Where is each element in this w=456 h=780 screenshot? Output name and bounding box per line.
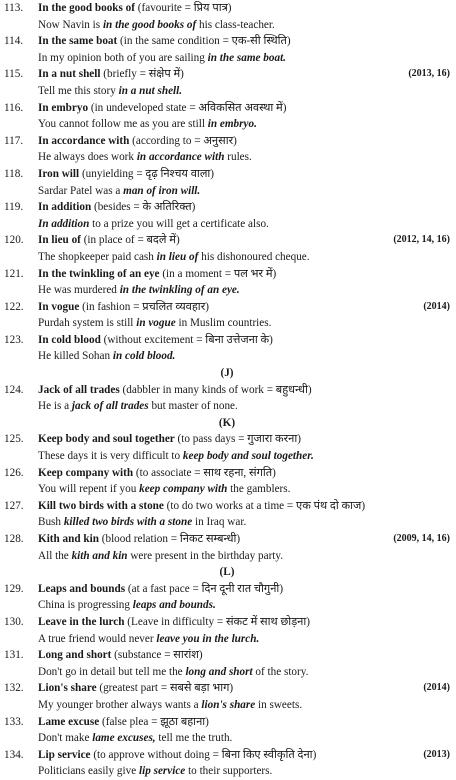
- example-sentence: [4, 315, 450, 332]
- example-text: In my opinion both of you are sailing: [38, 51, 208, 64]
- example-sentence: [4, 597, 450, 614]
- example-text: tell me the truth.: [155, 732, 233, 745]
- idiom-entry: [4, 0, 450, 17]
- example-text: Tell me this story: [38, 84, 119, 97]
- example-idiom: in lieu of: [156, 250, 199, 263]
- idiom-meaning: (according to = अनुसार): [129, 134, 237, 147]
- example-idiom: lame excuses,: [92, 732, 156, 745]
- entry-number: 131.: [4, 649, 24, 662]
- idiom-phrase: Jack of all trades: [38, 383, 120, 396]
- idiom-entry: [4, 498, 450, 515]
- entry-number: 119.: [4, 201, 24, 214]
- idiom-entry: [4, 614, 450, 631]
- example-text: My younger brother always wants a: [38, 698, 202, 711]
- example-text: in sweets.: [255, 698, 303, 711]
- example-text: Don't make: [38, 732, 93, 745]
- entry-number: 123.: [4, 333, 24, 346]
- example-text: to a prize you will get a certificate also.: [89, 217, 269, 230]
- example-text: You cannot follow me as you are still: [38, 118, 208, 131]
- example-sentence: [4, 398, 450, 415]
- example-text: A true friend would never: [38, 632, 157, 645]
- idiom-meaning: (to associate = साथ रहना, संगति): [133, 466, 276, 479]
- entry-number: 122.: [4, 300, 24, 313]
- idiom-meaning: (favourite = प्रिय पात्र): [134, 2, 232, 14]
- example-idiom: In addition: [38, 217, 90, 230]
- example-text: in Muslim countries.: [175, 317, 272, 330]
- idiom-phrase: In the same boat: [38, 35, 118, 48]
- entry-number: 120.: [4, 234, 24, 247]
- idiom-meaning: (greatest part = सबसे बड़ा भाग): [96, 682, 234, 695]
- example-text: his dishonoured cheque.: [198, 250, 310, 263]
- idiom-phrase: In embryo: [38, 101, 89, 114]
- example-idiom: leave you in the lurch.: [156, 632, 260, 645]
- entry-number: 126.: [4, 466, 24, 479]
- idiom-meaning: (besides = के अतिरिक्त): [91, 201, 196, 214]
- exam-years: (2009, 14, 16): [393, 533, 450, 544]
- entry-number: 130.: [4, 615, 24, 628]
- example-idiom: in embryo.: [207, 118, 257, 131]
- idiom-phrase: In lieu of: [38, 234, 81, 247]
- example-text: were present in the birthday party.: [127, 549, 284, 562]
- example-sentence: [4, 149, 450, 166]
- example-sentence: [4, 631, 450, 648]
- section-letter: (L): [219, 566, 235, 579]
- idiom-phrase: Kith and kin: [38, 533, 99, 545]
- example-idiom: long and short: [185, 665, 253, 678]
- idiom-entry: [4, 647, 450, 664]
- idiom-entry: [4, 33, 450, 50]
- exam-years: (2014): [423, 682, 450, 694]
- idiom-entry: [4, 166, 450, 183]
- example-sentence: [4, 282, 450, 299]
- idiom-meaning: (unyielding = दृढ़ निश्चय वाला): [79, 167, 215, 180]
- example-text: Sardar Patel was a: [38, 184, 124, 197]
- idiom-phrase: Lion's share: [38, 682, 97, 695]
- exam-years: (2014): [423, 300, 450, 312]
- idiom-phrase: Lame excuse: [38, 715, 100, 728]
- idiom-phrase: Lip service: [38, 748, 91, 761]
- exam-years: (2013): [423, 748, 450, 760]
- idiom-meaning: (in place of = बदले में): [80, 234, 180, 247]
- entry-number: 116.: [4, 101, 24, 114]
- example-sentence: [4, 514, 450, 531]
- example-sentence: [4, 481, 450, 498]
- idiom-phrase: Long and short: [38, 649, 112, 662]
- idiom-entry: [4, 531, 450, 548]
- idiom-phrase: Keep company with: [38, 466, 134, 479]
- exam-years: (2013, 16): [408, 68, 450, 80]
- example-sentence: [4, 50, 450, 67]
- idiom-entry: [4, 199, 450, 216]
- idiom-phrase: Leaps and bounds: [38, 582, 126, 595]
- example-sentence: [4, 664, 450, 681]
- example-text: Now Navin is: [38, 18, 103, 31]
- example-text: Purdah system is still: [38, 317, 137, 330]
- idiom-phrase: In accordance with: [38, 134, 130, 147]
- entry-number: 133.: [4, 715, 24, 728]
- idiom-meaning: (false plea = झूठा बहाना): [99, 715, 209, 728]
- idiom-phrase: Kill two birds with a stone: [38, 499, 164, 512]
- idiom-phrase: In cold blood: [38, 333, 101, 346]
- idiom-entry: [4, 680, 450, 697]
- idiom-phrase: In the good books of: [38, 2, 135, 14]
- example-idiom: keep body and soul together.: [182, 450, 314, 463]
- example-idiom: man of iron will.: [123, 184, 201, 197]
- idiom-entry: [4, 747, 450, 764]
- example-text: rules.: [224, 151, 252, 164]
- example-idiom: lip service: [138, 765, 186, 778]
- example-text: He is a: [38, 400, 72, 413]
- idiom-entry: [4, 266, 450, 283]
- example-sentence: [4, 183, 450, 200]
- example-text: Bush: [38, 516, 64, 529]
- idiom-meaning: (in a moment = पल भर में): [159, 267, 277, 280]
- example-text: the gamblers.: [227, 483, 291, 496]
- example-text: but master of none.: [148, 400, 238, 413]
- entry-number: 121.: [4, 267, 24, 280]
- idiom-phrase: In a nut shell: [38, 68, 101, 81]
- example-sentence: [4, 448, 450, 465]
- example-idiom: lion's share: [201, 698, 256, 711]
- example-sentence: [4, 763, 450, 780]
- idiom-entry: [4, 100, 450, 117]
- entry-number: 118.: [4, 167, 24, 180]
- entry-number: 114.: [4, 35, 24, 48]
- example-text: to their supporters.: [185, 765, 273, 778]
- example-sentence: [4, 730, 450, 747]
- idiom-entry: [4, 714, 450, 731]
- idiom-meaning: (to pass days = गुजारा करना): [174, 433, 302, 446]
- idiom-phrase: In addition: [38, 201, 92, 214]
- entry-number: 132.: [4, 682, 24, 695]
- idiom-phrase: In the twinkling of an eye: [38, 267, 160, 280]
- example-idiom: in the good books of: [102, 18, 197, 31]
- example-sentence: [4, 697, 450, 714]
- example-idiom: in cold blood.: [112, 350, 176, 363]
- example-idiom: killed two birds with a stone: [63, 516, 193, 529]
- example-text: You will repent if you: [38, 483, 140, 496]
- idiom-meaning: (substance = सारांश): [111, 649, 203, 662]
- idiom-meaning: (to do two works at a time = एक पंथ दो काज): [163, 499, 366, 512]
- exam-years: (2012, 14, 16): [393, 234, 450, 246]
- example-text: All the: [38, 549, 72, 562]
- entry-number: 117.: [4, 134, 24, 147]
- idiom-meaning: (Leave in difficulty = संकट में साथ छोड़ना): [124, 615, 311, 628]
- entry-number: 129.: [4, 582, 24, 595]
- idiom-meaning: (briefly = संक्षेप में): [100, 68, 184, 81]
- example-text: He killed Sohan: [38, 350, 113, 363]
- example-sentence: [4, 348, 450, 365]
- idiom-meaning: (without excitement = बिना उत्तेजना के): [100, 333, 273, 346]
- example-text: The shopkeeper paid cash: [38, 250, 157, 263]
- entry-number: 127.: [4, 499, 24, 512]
- entry-number: 115.: [4, 68, 24, 81]
- idiom-meaning: (in undeveloped state = अविकसित अवस्था में): [88, 101, 287, 114]
- example-idiom: in vogue: [136, 317, 176, 330]
- idiom-entry: [4, 382, 450, 399]
- idiom-meaning: (dabbler in many kinds of work = बहुधन्धी): [119, 383, 312, 396]
- example-sentence: [4, 216, 450, 233]
- idiom-phrase: Keep body and soul together: [38, 433, 175, 446]
- example-idiom: leaps and bounds.: [132, 599, 216, 612]
- entry-number: 128.: [4, 533, 24, 545]
- example-text: of the story.: [252, 665, 309, 678]
- idiom-entry: [4, 133, 450, 150]
- example-idiom: jack of all trades: [71, 400, 149, 413]
- entry-number: 134.: [4, 748, 24, 761]
- example-idiom: in accordance with: [136, 151, 225, 164]
- example-text: in Iraq war.: [192, 516, 247, 529]
- idiom-phrase: In vogue: [38, 300, 80, 313]
- idiom-entry: [4, 299, 450, 316]
- section-letter: (K): [218, 416, 236, 429]
- idiom-entry: [4, 581, 450, 598]
- idiom-meaning: (at a fast pace = दिन दूनी रात चौगुनी): [125, 582, 284, 595]
- idiom-entry: [4, 66, 450, 83]
- example-sentence: [4, 116, 450, 133]
- idiom-meaning: (to approve without doing = बिना किए स्वीकृति देना): [90, 748, 317, 761]
- idiom-phrase: Leave in the lurch: [38, 615, 125, 628]
- example-sentence: [4, 17, 450, 34]
- example-sentence: [4, 83, 450, 100]
- example-idiom: in the twinkling of an eye.: [119, 284, 240, 297]
- example-text: his class-teacher.: [196, 18, 275, 31]
- entry-number: 113.: [4, 2, 24, 14]
- idiom-meaning: (blood relation = निकट सम्बन्धी): [98, 533, 241, 545]
- example-idiom: in a nut shell.: [118, 84, 183, 97]
- idiom-entry: [4, 465, 450, 482]
- example-text: Don't go in detail but tell me the: [38, 665, 186, 678]
- example-sentence: [4, 548, 450, 565]
- example-text: He always does work: [38, 151, 137, 164]
- example-idiom: keep company with: [139, 483, 228, 496]
- idiom-entry: [4, 332, 450, 349]
- entry-number: 124.: [4, 383, 24, 396]
- idiom-entry: [4, 431, 450, 448]
- idiom-meaning: (in fashion = प्रचलित व्यवहार): [79, 300, 210, 313]
- example-text: Politicians easily give: [38, 765, 139, 778]
- example-text: China is progressing: [38, 599, 133, 612]
- idiom-entry: [4, 232, 450, 249]
- example-idiom: kith and kin: [71, 549, 128, 562]
- example-text: He was murdered: [38, 284, 120, 297]
- example-sentence: [4, 249, 450, 266]
- entry-number: 125.: [4, 433, 24, 446]
- idiom-phrase: Iron will: [38, 167, 80, 180]
- example-text: These days it is very difficult to: [38, 450, 183, 463]
- idiom-meaning: (in the same condition = एक-सी स्थिति): [117, 35, 291, 48]
- example-idiom: in the same boat.: [207, 51, 286, 64]
- section-letter: (J): [220, 367, 234, 380]
